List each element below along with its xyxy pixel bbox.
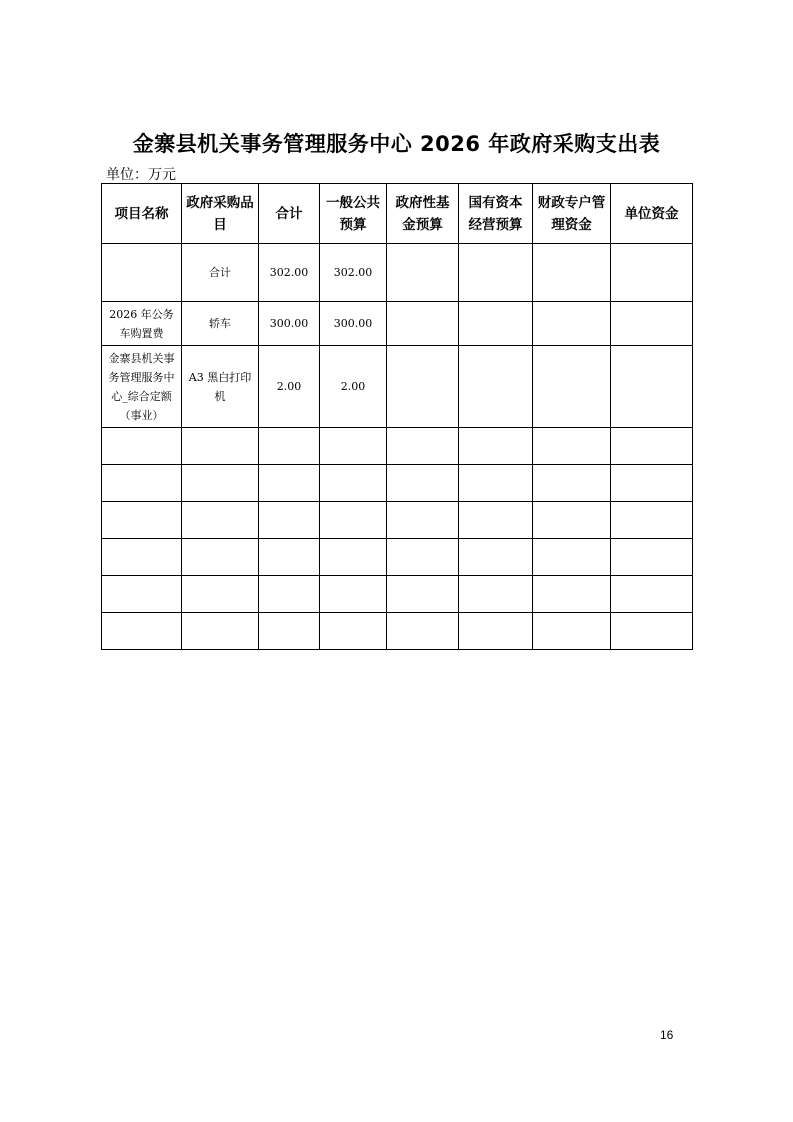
cell-unit-funds <box>611 346 693 428</box>
cell-state-capital-budget <box>459 302 533 346</box>
unit-label: 单位：万元 <box>106 167 176 183</box>
header-general-budget: 一般公共预算 <box>320 184 387 244</box>
cell-general-budget: 2.00 <box>320 346 387 428</box>
cell-general-budget: 300.00 <box>320 302 387 346</box>
cell-fiscal-account-funds <box>533 346 611 428</box>
cell-fiscal-account-funds <box>533 302 611 346</box>
cell-procurement-item: A3 黑白打印机 <box>182 346 259 428</box>
table-row-empty <box>102 539 693 576</box>
cell-fiscal-account-funds <box>533 244 611 302</box>
cell-unit-funds <box>611 302 693 346</box>
header-fiscal-account-funds: 财政专户管理资金 <box>533 184 611 244</box>
cell-state-capital-budget <box>459 244 533 302</box>
table-row-empty <box>102 613 693 650</box>
table-row-empty <box>102 465 693 502</box>
table-row <box>102 244 693 302</box>
cell-general-budget: 302.00 <box>320 244 387 302</box>
cell-gov-fund-budget <box>387 346 459 428</box>
page-title: 金寨县机关事务管理服务中心 2026 年政府采购支出表 <box>132 132 661 156</box>
procurement-table <box>101 183 693 650</box>
header-gov-fund-budget: 政府性基金预算 <box>387 184 459 244</box>
header-state-capital-budget: 国有资本经营预算 <box>459 184 533 244</box>
cell-total: 2.00 <box>259 346 320 428</box>
table-header-row <box>102 184 693 244</box>
header-total: 合计 <box>259 184 320 244</box>
cell-state-capital-budget <box>459 346 533 428</box>
cell-project-name: 金寨县机关事务管理服务中心_综合定额（事业） <box>102 346 182 428</box>
header-procurement-item: 政府采购品目 <box>182 184 259 244</box>
cell-gov-fund-budget <box>387 244 459 302</box>
cell-unit-funds <box>611 244 693 302</box>
cell-gov-fund-budget <box>387 302 459 346</box>
cell-procurement-item: 轿车 <box>182 302 259 346</box>
header-unit-funds: 单位资金 <box>611 184 693 244</box>
table-row <box>102 302 693 346</box>
table-row-empty <box>102 576 693 613</box>
cell-project-name: 2026 年公务车购置费 <box>102 302 182 346</box>
table-row <box>102 346 693 428</box>
cell-procurement-item: 合计 <box>182 244 259 302</box>
page-number: 16 <box>660 1028 674 1042</box>
table-row-empty <box>102 502 693 539</box>
header-project-name: 项目名称 <box>102 184 182 244</box>
cell-project-name <box>102 244 182 302</box>
cell-total: 300.00 <box>259 302 320 346</box>
table-row-empty <box>102 428 693 465</box>
cell-total: 302.00 <box>259 244 320 302</box>
